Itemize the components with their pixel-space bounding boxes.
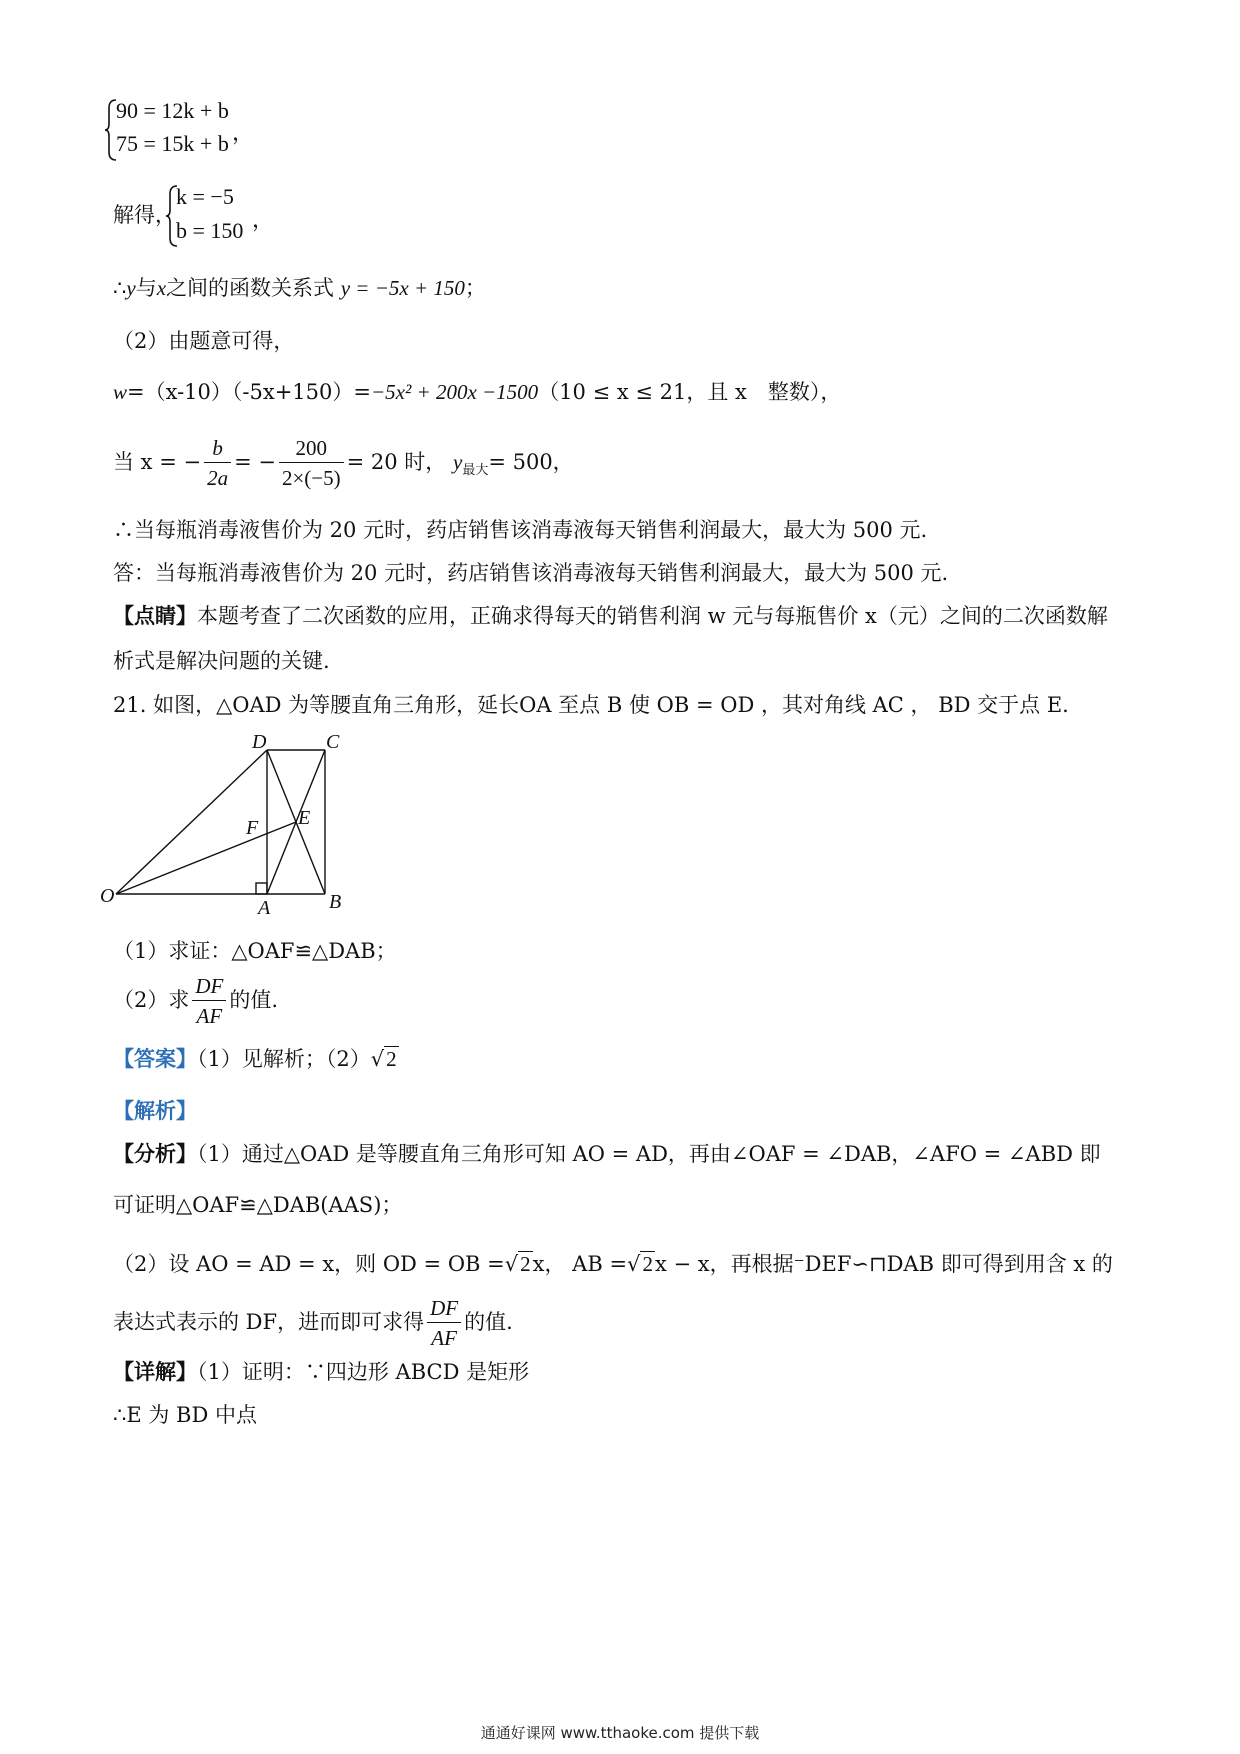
label-A: A xyxy=(258,897,271,919)
answer-line: 答：当每瓶消毒液售价为 20 元时，药店销售该消毒液每天销售利润最大，最大为 500 元. xyxy=(113,561,949,585)
part2-heading: （2）由题意可得， xyxy=(113,329,295,353)
label-F: F xyxy=(246,817,259,839)
detail-line: 【详解】（1）证明：∵四边形 ABCD 是矩形 xyxy=(113,1359,530,1384)
system1-eq2: 75 = 15k + b xyxy=(116,131,229,156)
comment-line-1: 【点睛】本题考查了二次函数的应用，正确求得每天的销售利润 w 元与每瓶售价 x（元）之间的二次函数解 xyxy=(113,603,1108,628)
footer-watermark[interactable]: 通通好课网 www.tthaoke.com 提供下载 xyxy=(480,1724,760,1742)
sub-question-2: （2）求 $\frac{DF}{AF}$ 的值. xyxy=(113,974,279,1028)
analysis-line-4: 表达式表示的 DF，进而即可求得 $\frac{DF}{AF}$ 的值. xyxy=(113,1296,513,1350)
geometry-figure xyxy=(100,730,360,920)
analysis-tag: 【解析】 xyxy=(113,1098,197,1123)
label-E: E xyxy=(298,807,311,829)
comment-line-2: 析式是解决问题的关键. xyxy=(113,649,330,673)
w-expression-line: w=（x-10）（-5x+150）=−5x² + 200x −1500（10 ≤ x ≤ 21，且 x 整数）， xyxy=(113,380,842,404)
analysis-line-2: 可证明△OAF≌△DAB(AAS)； xyxy=(113,1193,403,1217)
label-C: C xyxy=(326,731,340,753)
label-D: D xyxy=(252,731,267,753)
label-O: O xyxy=(100,885,115,907)
detail-line-2: ∴E 为 BD 中点 xyxy=(113,1403,257,1427)
analysis-line-3: （2）设 AO = AD = x，则 OD = OB =√2x， AB =√2x − x，再根据⁻DEF∽⊓DAB 即可得到用含 x 的 xyxy=(113,1252,1113,1276)
solve-eq2: b = 150 xyxy=(176,218,244,243)
system1-eq1: 90 = 12k + b xyxy=(116,98,229,123)
system1-tail: ， xyxy=(232,120,255,145)
label-B: B xyxy=(329,891,342,913)
solve-prefix: 解得， xyxy=(113,203,176,227)
analysis-line-1: 【分析】（1）通过△OAD 是等腰直角三角形可知 AO = AD，再由∠OAF = ∠DAB，∠AFO = ∠ABD 即 xyxy=(113,1141,1101,1166)
answer-tag-line: 【答案】（1）见解析；（2）√2 xyxy=(113,1046,397,1071)
sub-question-1: （1）求证：△OAF≌△DAB； xyxy=(113,939,397,963)
conclusion-line: ∴当每瓶消毒液售价为 20 元时，药店销售该消毒液每天销售利润最大，最大为 500 元. xyxy=(113,518,928,542)
relation-line: ∴y与x之间的函数关系式 y = −5x + 150； xyxy=(113,276,486,300)
vertex-line: 当 x = − $\frac{b}{2a}$ = − $\frac{200}{2\times(-5)}$ = 20 时， $y_{最大}= 500$， xyxy=(113,436,574,490)
question-21: 21. 如图，△OAD 为等腰直角三角形，延长OA 至点 B 使 OB = OD ，其对角线 AC ， BD 交于点 E. xyxy=(113,693,1069,717)
solve-eq1: k = −5 xyxy=(176,184,234,209)
solve-tail: ， xyxy=(252,207,275,232)
